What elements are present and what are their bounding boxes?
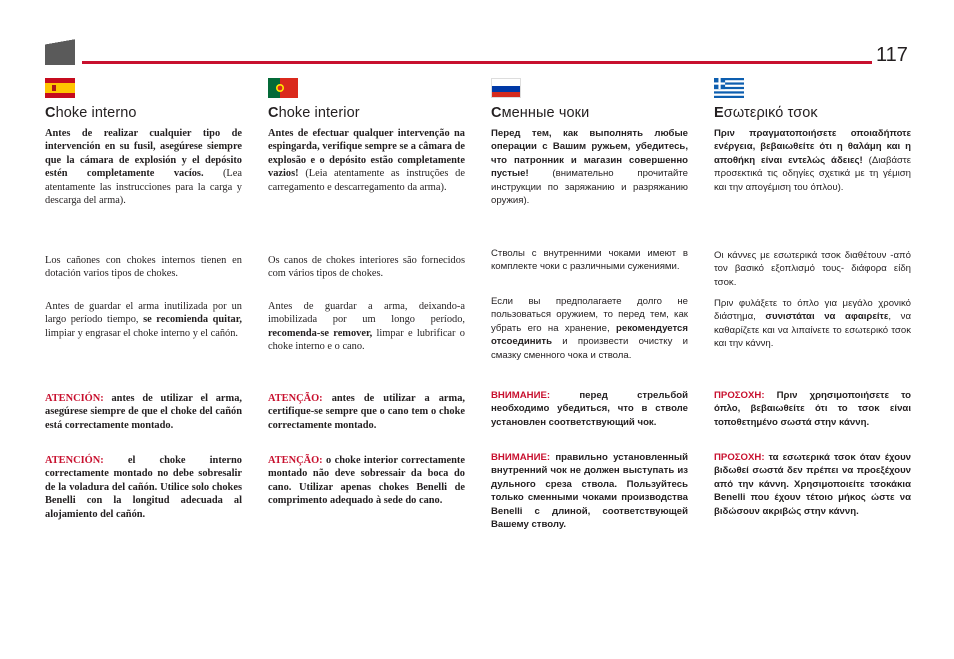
warning-2: ATENCIÓN: el choke interno correctamente montado no debe sobresalir de la voladura del cañón. Utilice solo chokes Benelli con la longitud adecuada al alojamiento del cañón. [45, 455, 242, 520]
warning-1: ATENÇÃO: antes de utilizar a arma, certifique-se sempre que o cano tem o choke correctamente montado. [268, 393, 465, 431]
storage-paragraph: Если вы предполагаете долго не пользоваться оружием, то перед тем, как убрать его на хранение, рекомендуется отсоединить и произвести очистку и смазку сменного чока и ствола. [491, 296, 688, 361]
warning-2: ATENÇÃO: o choke interior correctamente montado não deve sobressair da boca do cano. Utilizar apenas chokes Benelli de comprimento adequado à sede do cano. [268, 455, 465, 507]
section-title: Εσωτερικό τσοκ [714, 105, 818, 121]
chokes-paragraph: Los cañones con chokes internos tienen en dotación varios tipos de chokes. [45, 255, 242, 280]
portugal-flag-icon [268, 78, 298, 98]
column-russian [491, 78, 688, 547]
warning-1: ВНИМАНИЕ: перед стрельбой необходимо убедиться, что в стволе установлен соответствующий чок. [491, 390, 688, 428]
spain-flag-icon [45, 78, 75, 98]
column-spanish [45, 78, 242, 547]
page-number: 117 [876, 44, 908, 66]
chokes-paragraph: Οι κάννες με εσωτερικά τσοκ διαθέτουν -από τον βασικό εξοπλισμό τους- διάφορα είδη τσοκ. [714, 250, 911, 288]
warning-2: ΠΡΟΣΟΧΗ: τα εσωτερικά τσοκ όταν έχουν βιδωθεί σωστά δεν πρέπει να προεξέχουν από την κάννη. Χρησιμοποιείτε τσοκάκια Benelli που έχουν τέτοιο μήκος ώστε να βιδώσουν ακριβώς στην κάννη. [714, 452, 911, 517]
warning-2: ВНИМАНИЕ: правильно установленный внутренний чок не должен выступать из дульного среза ствола. Пользуйтесь только сменными чоками производства Benelli с длиной, соответствующей Вашему стволу. [491, 452, 688, 531]
column-portuguese [268, 78, 465, 547]
chokes-paragraph: Os canos de chokes interiores são fornecidos com vários tipos de chokes. [268, 255, 465, 280]
section-title: Choke interno [45, 105, 137, 121]
russia-flag-icon [491, 78, 521, 98]
greece-flag-icon [714, 78, 744, 98]
safety-paragraph: Πριν πραγματοποιήσετε οποιαδήποτε ενέργεια, βεβαιωθείτε ότι η θαλάμη και η αποθήκη είναι εντελώς άδειες! (Διαβάστε προσεκτικά τις οδηγίες σχετικά με τη γέμιση και την απογέμιση του όπλου). [714, 128, 912, 193]
safety-paragraph: Antes de realizar cualquier tipo de intervención en su fusil, asegúrese siempre que la cámara de explosión y el depósito estén completamente vacíos. (Lea atentamente las instrucciones para la carga y descarga del arma). [45, 128, 242, 207]
storage-paragraph: Πριν φυλάξετε το όπλο για μεγάλο χρονικό διάστημα, συνιστάται να αφαιρείτε, να καθαρίζετε και να λιπαίνετε το εσωτερικό τσοκ και την κάννη. [714, 298, 911, 350]
chokes-paragraph: Стволы с внутренними чоками имеют в комплекте чоки с различными сужениями. [491, 248, 688, 273]
safety-paragraph: Перед тем, как выполнять любые операции с Вашим ружьем, убедитесь, что патронник и магазин совершенно пустые! (внимательно прочитайте инструкции по заряжанию и разряжанию оружия). [491, 128, 688, 207]
storage-paragraph: Antes de guardar el arma inutilizada por un largo período tiempo, se recomienda quitar, limpiar y engrasar el choke interno y el cañón. [45, 301, 242, 339]
column-greek [714, 78, 911, 547]
warning-1: ATENCIÓN: antes de utilizar el arma, asegúrese siempre de que el choke del cañón está correctamente montado. [45, 393, 242, 431]
section-title: Choke interior [268, 105, 360, 121]
chapter-tab-icon [45, 38, 75, 65]
storage-paragraph: Antes de guardar a arma, deixando-a imobilizada por um longo período, recomenda-se remover, limpar e lubrificar o choke interno e o cano. [268, 301, 465, 353]
safety-paragraph: Antes de efectuar qualquer intervenção na espingarda, verifique sempre se a câmara de explosão e o depósito estão completamente vazios! (Leia atentamente as instruções de carregamento e descarregamento da arma). [268, 128, 465, 193]
section-title: Сменные чоки [491, 105, 590, 121]
header-rule [82, 61, 872, 64]
warning-1: ΠΡΟΣΟΧΗ: Πριν χρησιμοποιήσετε το όπλο, βεβαιωθείτε ότι το τσοκ είναι τοποθετημένο σωστά στην κάννη. [714, 390, 911, 428]
